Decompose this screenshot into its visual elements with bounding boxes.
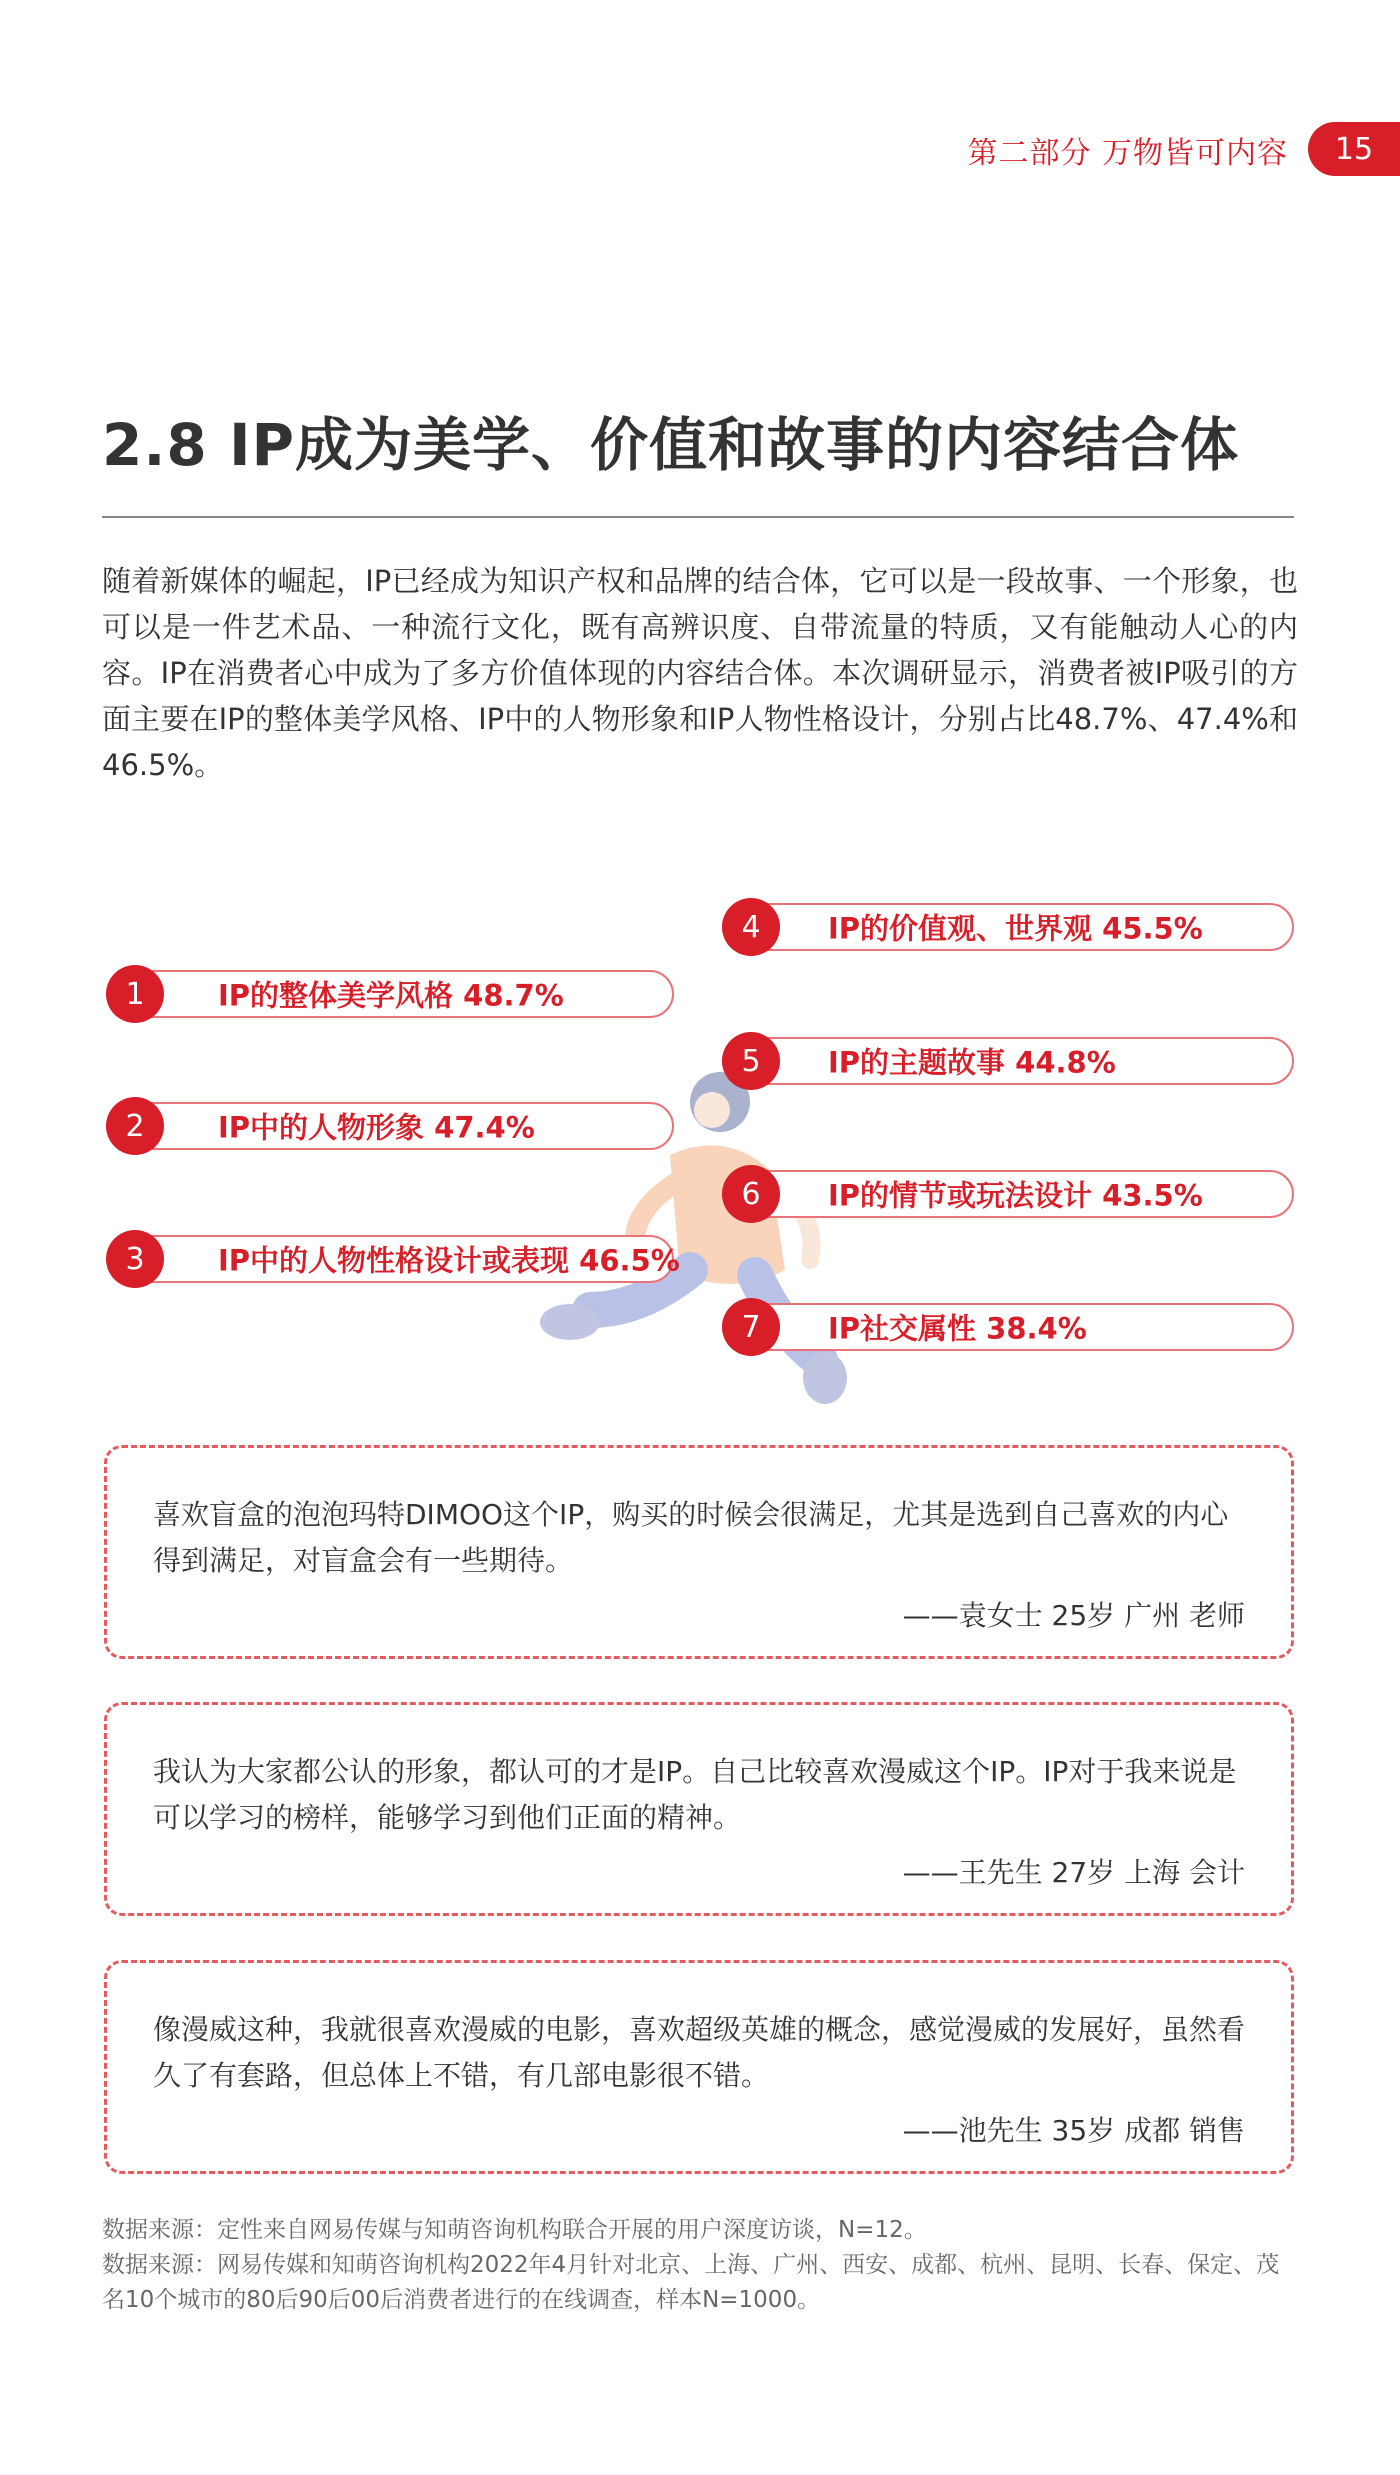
intro-paragraph: 随着新媒体的崛起，IP已经成为知识产权和品牌的结合体，它可以是一段故事、一个形象，也可以是一件艺术品、一种流行文化，既有高辨识度、自带流量的特质，又有能触动人心的内容。IP在消费者心中成为了多方价值体现的内容结合体。本次调研显示，消费者被IP吸引的方面主要在IP的整体美学风格、IP中的人物形象和IP人物性格设计，分别占比48.7%、47.4%和46.5%。 bbox=[102, 564, 1298, 782]
factor-label: IP的价值观、世界观 45.5% bbox=[828, 911, 1203, 946]
data-source-note-1: 数据来源：定性来自网易传媒与知萌咨询机构联合开展的用户深度访谈，N=12。 bbox=[102, 2217, 927, 2243]
factor-pill bbox=[108, 1102, 674, 1150]
quote-text: 喜欢盲盒的泡泡玛特DIMOO这个IP，购买的时候会很满足，尤其是选到自己喜欢的内心得到满足，对盲盒会有一些期待。 bbox=[153, 1498, 1229, 1577]
factor-label: IP的情节或玩法设计 43.5% bbox=[828, 1178, 1203, 1213]
page-number-badge: 15 bbox=[1308, 122, 1400, 176]
factor-label: IP的主题故事 44.8% bbox=[828, 1045, 1116, 1080]
factor-pill bbox=[722, 903, 1294, 951]
quote-author: ——池先生 35岁 成都 销售 bbox=[902, 2114, 1245, 2147]
factor-number-badge: 4 bbox=[722, 898, 780, 956]
factor-label: IP的整体美学风格 48.7% bbox=[218, 978, 564, 1013]
quote-box-3 bbox=[104, 1960, 1294, 2174]
quote-box-2 bbox=[104, 1702, 1294, 1916]
factor-label: IP中的人物性格设计或表现 46.5% bbox=[218, 1243, 680, 1278]
factor-number-badge: 3 bbox=[106, 1230, 164, 1288]
data-source-note-2: 数据来源：网易传媒和知萌咨询机构2022年4月针对北京、上海、广州、西安、成都、杭州、昆明、长春、保定、茂名10个城市的80后90后00后消费者进行的在线调查，样本N=1000。 bbox=[102, 2252, 1280, 2313]
factor-number-badge: 7 bbox=[722, 1298, 780, 1356]
factor-pill bbox=[722, 1303, 1294, 1351]
factor-label: IP社交属性 38.4% bbox=[828, 1311, 1087, 1346]
section-title: 2.8 IP成为美学、价值和故事的内容结合体 bbox=[102, 411, 1240, 479]
factor-pill bbox=[108, 970, 674, 1018]
quote-text: 我认为大家都公认的形象，都认可的才是IP。自己比较喜欢漫威这个IP。IP对于我来说是可以学习的榜样，能够学习到他们正面的精神。 bbox=[153, 1755, 1237, 1834]
factor-number-badge: 5 bbox=[722, 1032, 780, 1090]
section-divider bbox=[102, 516, 1294, 518]
factor-label: IP中的人物形象 47.4% bbox=[218, 1110, 535, 1145]
quote-box-1 bbox=[104, 1445, 1294, 1659]
factor-number-badge: 2 bbox=[106, 1097, 164, 1155]
factor-number-badge: 1 bbox=[106, 965, 164, 1023]
factor-number-badge: 6 bbox=[722, 1165, 780, 1223]
quote-author: ——王先生 27岁 上海 会计 bbox=[902, 1856, 1245, 1889]
quote-text: 像漫威这种，我就很喜欢漫威的电影，喜欢超级英雄的概念，感觉漫威的发展好，虽然看久了有套路，但总体上不错，有几部电影很不错。 bbox=[153, 2013, 1246, 2092]
factor-pill bbox=[722, 1037, 1294, 1085]
factor-pill bbox=[108, 1235, 680, 1283]
header-section-label: 第二部分 万物皆可内容 bbox=[967, 136, 1288, 171]
factor-pill bbox=[722, 1170, 1294, 1218]
quote-author: ——袁女士 25岁 广州 老师 bbox=[902, 1599, 1245, 1632]
